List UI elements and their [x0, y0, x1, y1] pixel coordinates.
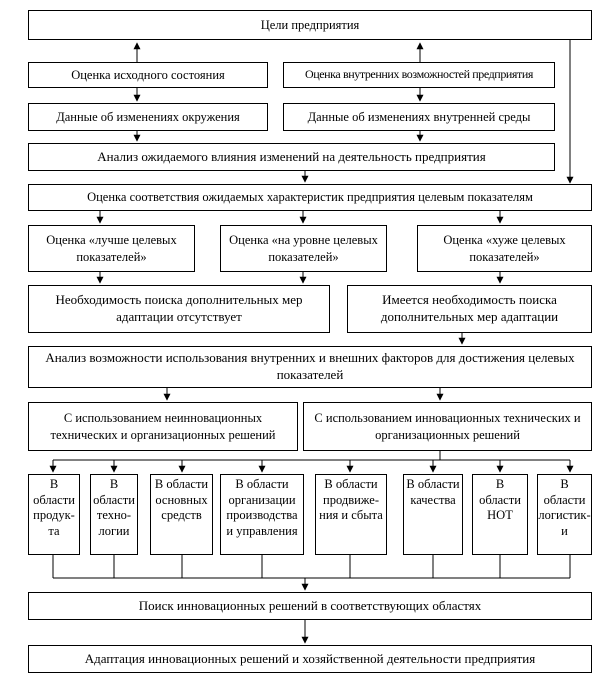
area-technology-text: В области техно-логии	[93, 477, 135, 538]
adaptation-box	[28, 645, 592, 673]
need-text: Имеется необходимость поиска дополнительных мер адаптации	[380, 292, 559, 324]
no-need-box	[28, 285, 330, 333]
area-fixed-assets-box	[150, 474, 213, 555]
area-promotion-text: В области продвиже-ния и сбыта	[319, 477, 383, 523]
adaptation-text: Адаптация инновационных решений и хозяйственной деятельности предприятия	[84, 650, 536, 666]
non-innovative-text: С использованием неинновационных технических и организационных решений	[50, 411, 276, 442]
eval-level-box	[220, 225, 387, 272]
innovative-box	[303, 402, 592, 451]
assess-initial-text: Оценка исходного состояния	[71, 67, 225, 82]
search-box	[28, 592, 592, 620]
area-organization-box	[220, 474, 304, 555]
area-logistics-box	[537, 474, 592, 555]
area-quality-text: В области качества	[406, 477, 460, 507]
eval-better-text: Оценка «лучше целевых показателей»	[46, 233, 177, 264]
no-need-text: Необходимость поиска дополнительных мер адаптации отсутствует	[55, 292, 303, 324]
area-product-box	[28, 474, 80, 555]
eval-better-box	[28, 225, 195, 272]
area-not-box	[472, 474, 528, 555]
factors-analysis-text: Анализ возможности использования внутренних и внешних факторов для достижения целевых показателей	[45, 350, 575, 382]
internal-changes-text: Данные об изменениях внутренней среды	[307, 109, 531, 124]
assess-initial-box	[28, 62, 268, 88]
area-not-text: В области НОТ	[479, 477, 521, 523]
area-organization-text: В области организации производства и управления	[226, 477, 298, 538]
area-logistics-text: В области логистик-и	[538, 477, 591, 538]
assess-internal-box	[283, 62, 555, 88]
area-fixed-assets-text: В области основных средств	[154, 477, 209, 523]
innovative-text: С использованием инновационных технических и организационных решений	[314, 411, 581, 442]
env-changes-text: Данные об изменениях окружения	[56, 109, 240, 124]
non-innovative-box	[28, 402, 298, 451]
assess-internal-text: Оценка внутренних возможностей предприятия	[304, 67, 534, 82]
internal-changes-box	[283, 103, 555, 131]
area-promotion-box	[315, 474, 387, 555]
search-text: Поиск инновационных решений в соответствующих областях	[138, 597, 482, 613]
eval-worse-box	[417, 225, 592, 272]
goals-text: Цели предприятия	[260, 17, 360, 32]
goals-box	[28, 10, 592, 40]
conformity-text: Оценка соответствия ожидаемых характеристик предприятия целевым показателям	[87, 190, 533, 205]
area-product-text: В области продук-та	[33, 477, 75, 538]
conformity-box	[28, 184, 592, 211]
area-quality-box	[403, 474, 463, 555]
impact-analysis-text: Анализ ожидаемого влияния изменений на деятельность предприятия	[97, 148, 486, 164]
eval-level-text: Оценка «на уровне целевых показателей»	[229, 233, 378, 264]
need-box	[347, 285, 592, 333]
impact-analysis-box	[28, 143, 555, 171]
eval-worse-text: Оценка «хуже целевых показателей»	[443, 233, 566, 264]
env-changes-box	[28, 103, 268, 131]
area-technology-box	[90, 474, 138, 555]
factors-analysis-box	[28, 346, 592, 388]
